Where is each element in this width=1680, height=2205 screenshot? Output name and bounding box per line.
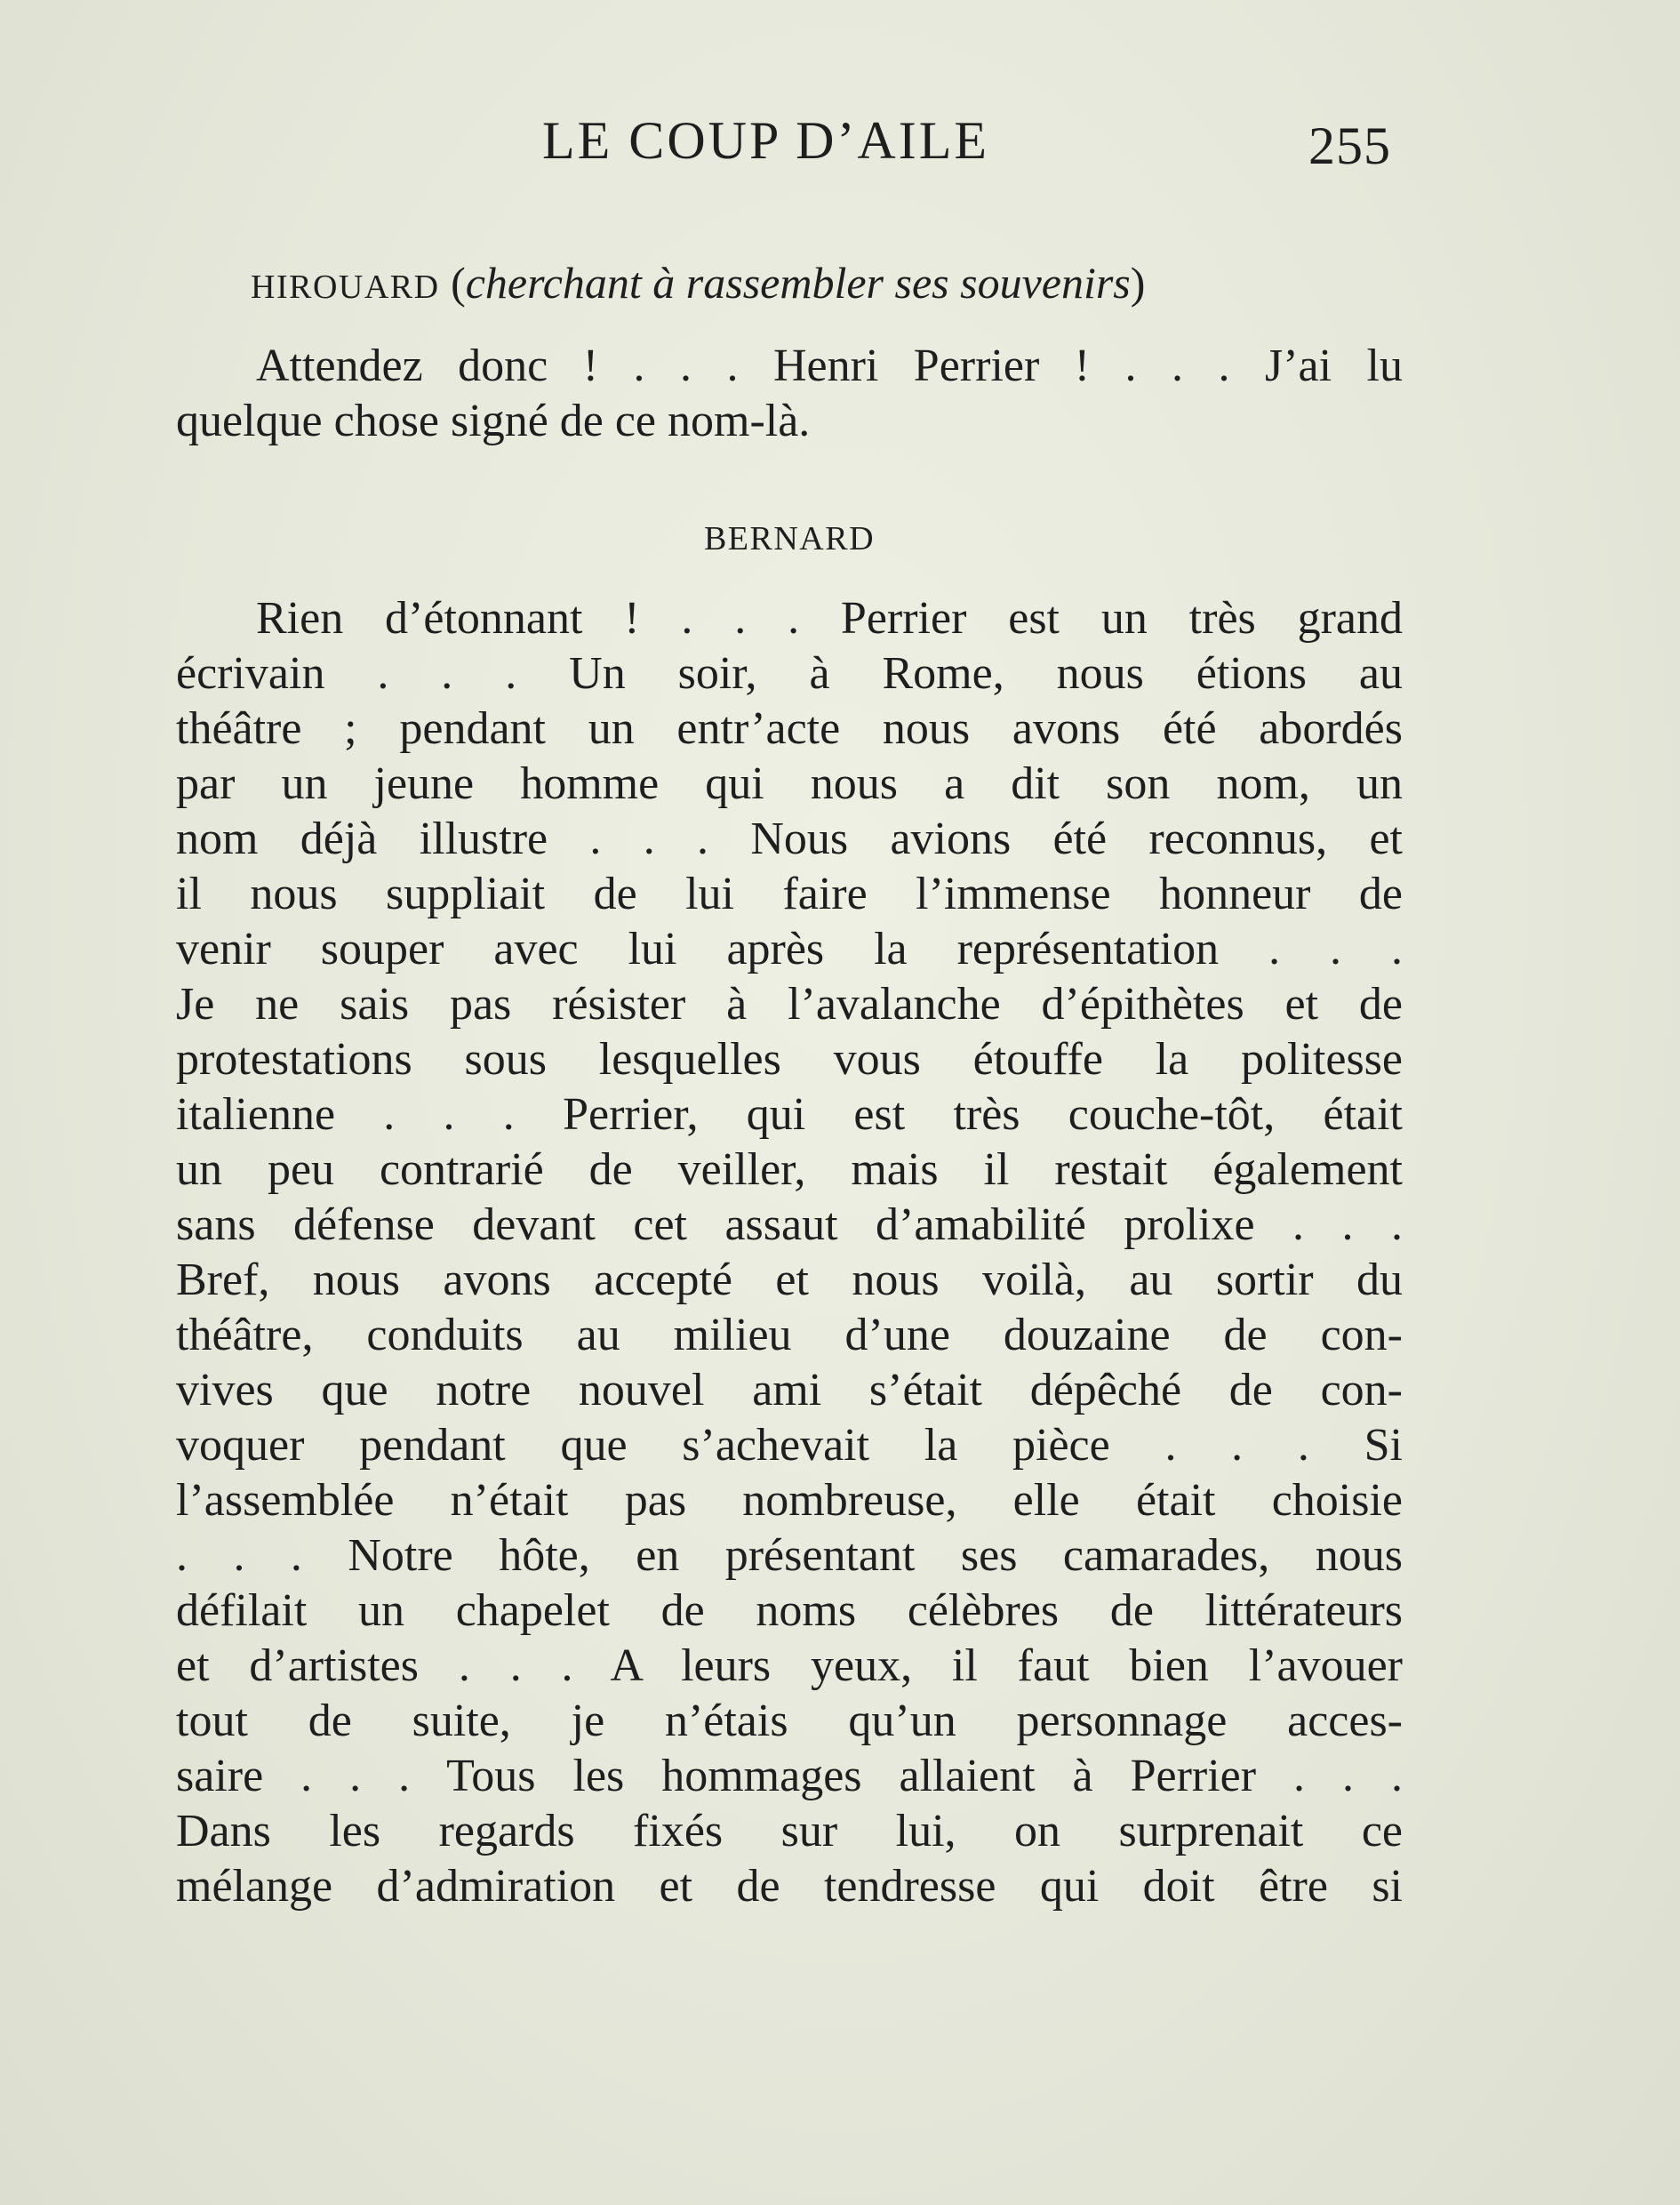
text-line: venir souper avec lui après la représentation . . . [176, 924, 1403, 974]
text-line: tout de suite, je n’étais qu’un personnage acces- [176, 1696, 1403, 1746]
text-line: et d’artistes . . . A leurs yeux, il faut bien l’avouer [176, 1640, 1403, 1691]
text-line: italienne . . . Perrier, qui est très couche-tôt, était [176, 1089, 1403, 1140]
text-line: vives que notre nouvel ami s’était dépêché de con- [176, 1365, 1403, 1415]
speaker-heading-bernard: BERNARD [703, 520, 876, 557]
text-line: nom déjà illustre . . . Nous avions été reconnus, et [176, 814, 1403, 864]
text-line: saire . . . Tous les hommages allaient à Perrier . . . [176, 1751, 1403, 1801]
running-title: LE COUP D’AILE [542, 111, 990, 170]
speaker-name: HIROUARD [251, 269, 440, 306]
text-line: quelque chose signé de ce nom-là. [176, 396, 811, 446]
stage-direction: cherchant à rassembler ses souvenirs [465, 258, 1131, 308]
text-line: Bref, nous avons accepté et nous voilà, au sortir du [176, 1255, 1403, 1305]
text-line: théâtre, conduits au milieu d’une douzaine de con- [176, 1310, 1403, 1360]
text-line: l’assemblée n’était pas nombreuse, elle était choisie [176, 1475, 1403, 1526]
text-line: sans défense devant cet assaut d’amabilité prolixe . . . [176, 1199, 1403, 1250]
page-header [0, 105, 1680, 176]
stage-direction-close: ) [1130, 258, 1146, 308]
text-line: Dans les regards fixés sur lui, on surprenait ce [176, 1806, 1403, 1856]
text-line: défilait un chapelet de noms célèbres de littérateurs [176, 1585, 1403, 1636]
text-line: théâtre ; pendant un entr’acte nous avons été abordés [176, 703, 1403, 754]
speaker-heading-hirouard [251, 256, 1145, 314]
text-line: écrivain . . . Un soir, à Rome, nous étions au [176, 648, 1403, 699]
page-number: 255 [1308, 116, 1391, 175]
text-line: mélange d’admiration et de tendresse qui doit être si [176, 1861, 1403, 1912]
stage-direction-open: ( [439, 258, 466, 308]
text-line: Attendez donc ! . . . Henri Perrier ! . . . J’ai lu [256, 341, 1403, 391]
text-line: protestations sous lesquelles vous étouffe la politesse [176, 1034, 1403, 1085]
text-line: par un jeune homme qui nous a dit son nom, un [176, 758, 1403, 809]
text-line: un peu contrarié de veiller, mais il restait également [176, 1144, 1403, 1195]
text-line: . . . Notre hôte, en présentant ses camarades, nous [176, 1530, 1403, 1581]
text-line: Rien d’étonnant ! . . . Perrier est un très grand [256, 593, 1403, 644]
text-line: il nous suppliait de lui faire l’immense honneur de [176, 869, 1403, 919]
text-line: Je ne sais pas résister à l’avalanche d’épithètes et de [176, 979, 1403, 1030]
text-line: voquer pendant que s’achevait la pièce . . . Si [176, 1420, 1403, 1471]
